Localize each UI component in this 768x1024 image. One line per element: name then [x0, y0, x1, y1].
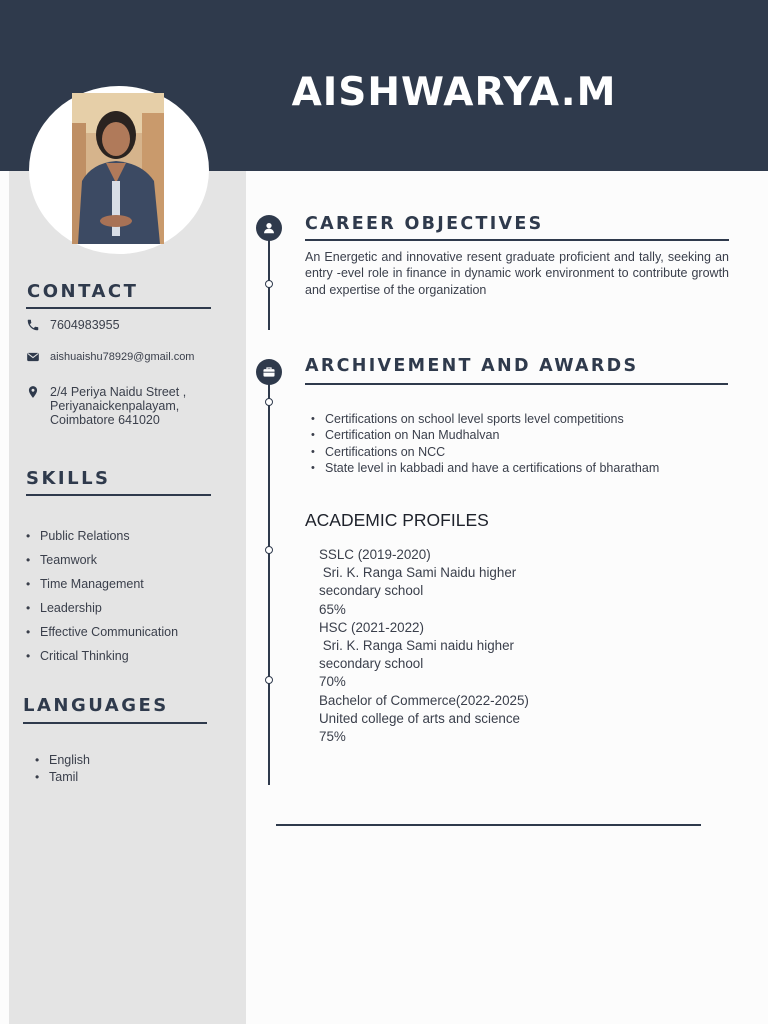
phone-icon — [26, 318, 42, 334]
skill-item: • Critical Thinking — [26, 649, 178, 673]
address-line: Coimbatore 641020 — [50, 413, 160, 427]
academic-line: secondary school — [319, 656, 424, 672]
languages-divider — [23, 722, 207, 724]
language-item: • English — [35, 753, 90, 770]
academic-profiles-heading: ACADEMIC PROFILES — [305, 510, 489, 530]
email-icon — [26, 350, 42, 366]
languages-list — [35, 753, 90, 787]
academic-line: 70% — [319, 674, 346, 690]
skill-item: • Time Management — [26, 577, 178, 601]
awards-divider — [305, 383, 728, 385]
contact-heading: CONTACT — [27, 281, 139, 302]
phone-number[interactable]: 7604983955 — [50, 318, 120, 332]
award-item: • Certifications on school level sports level competitions — [305, 411, 659, 427]
academic-line: Sri. K. Ranga Sami Naidu higher — [319, 565, 517, 581]
skill-item: • Public Relations — [26, 529, 178, 553]
address-line: 2/4 Periya Naidu Street , — [50, 385, 187, 399]
academic-line: SSLC (2019-2020) — [319, 547, 431, 562]
languages-heading: LANGUAGES — [23, 695, 169, 716]
academic-line: HSC (2021-2022) — [319, 619, 424, 635]
contact-phone — [26, 318, 120, 334]
candidate-name: AISHWARYA.M — [291, 70, 617, 115]
academic-profiles-list — [319, 546, 529, 746]
person-icon — [262, 221, 276, 235]
footer-divider — [276, 824, 701, 826]
career-divider — [305, 239, 729, 241]
timeline-line — [268, 382, 270, 785]
skills-divider — [26, 494, 211, 496]
contact-divider — [26, 307, 211, 309]
career-objective-text: An Energetic and innovative resent graduate proficient and tally, seeking an entry -evel role in finance in dynamic work environment to contribute growth and expertise of the organization — [305, 250, 729, 297]
timeline-dot — [265, 546, 273, 554]
awards-heading: ARCHIVEMENT AND AWARDS — [305, 356, 639, 376]
briefcase-icon — [262, 365, 276, 379]
skill-item: • Leadership — [26, 601, 178, 625]
career-badge — [256, 215, 282, 241]
academic-line: 75% — [319, 729, 346, 745]
language-item: • Tamil — [35, 770, 90, 787]
academic-line: Bachelor of Commerce(2022-2025) — [319, 692, 529, 708]
skill-item: • Effective Communication — [26, 625, 178, 649]
academic-line: Sri. K. Ranga Sami naidu higher — [319, 638, 515, 654]
timeline-dot — [265, 676, 273, 684]
address-block — [50, 385, 186, 427]
address-line: Periyanaickenpalayam, — [50, 399, 180, 413]
skills-list — [26, 529, 178, 673]
award-item: • Certifications on NCC — [305, 444, 659, 460]
skill-item: • Teamwork — [26, 553, 178, 577]
timeline-dot — [265, 398, 273, 406]
academic-line: United college of arts and science — [319, 710, 520, 726]
academic-line: secondary school — [319, 583, 424, 599]
awards-badge — [256, 359, 282, 385]
awards-list — [305, 411, 659, 476]
career-objectives-heading: CAREER OBJECTIVES — [305, 214, 544, 234]
contact-address — [26, 385, 186, 427]
location-pin-icon — [26, 385, 42, 401]
contact-email — [26, 350, 194, 366]
profile-photo — [72, 93, 164, 244]
profile-photo-image — [72, 93, 164, 244]
email-address[interactable]: aishuaishu78929@gmail.com — [50, 351, 195, 363]
skills-heading: SKILLS — [26, 468, 111, 489]
award-item: • Certification on Nan Mudhalvan — [305, 427, 659, 443]
academic-line: 65% — [319, 601, 346, 617]
award-item: • State level in kabbadi and have a certifications of bharatham — [305, 460, 659, 476]
timeline-dot — [265, 280, 273, 288]
